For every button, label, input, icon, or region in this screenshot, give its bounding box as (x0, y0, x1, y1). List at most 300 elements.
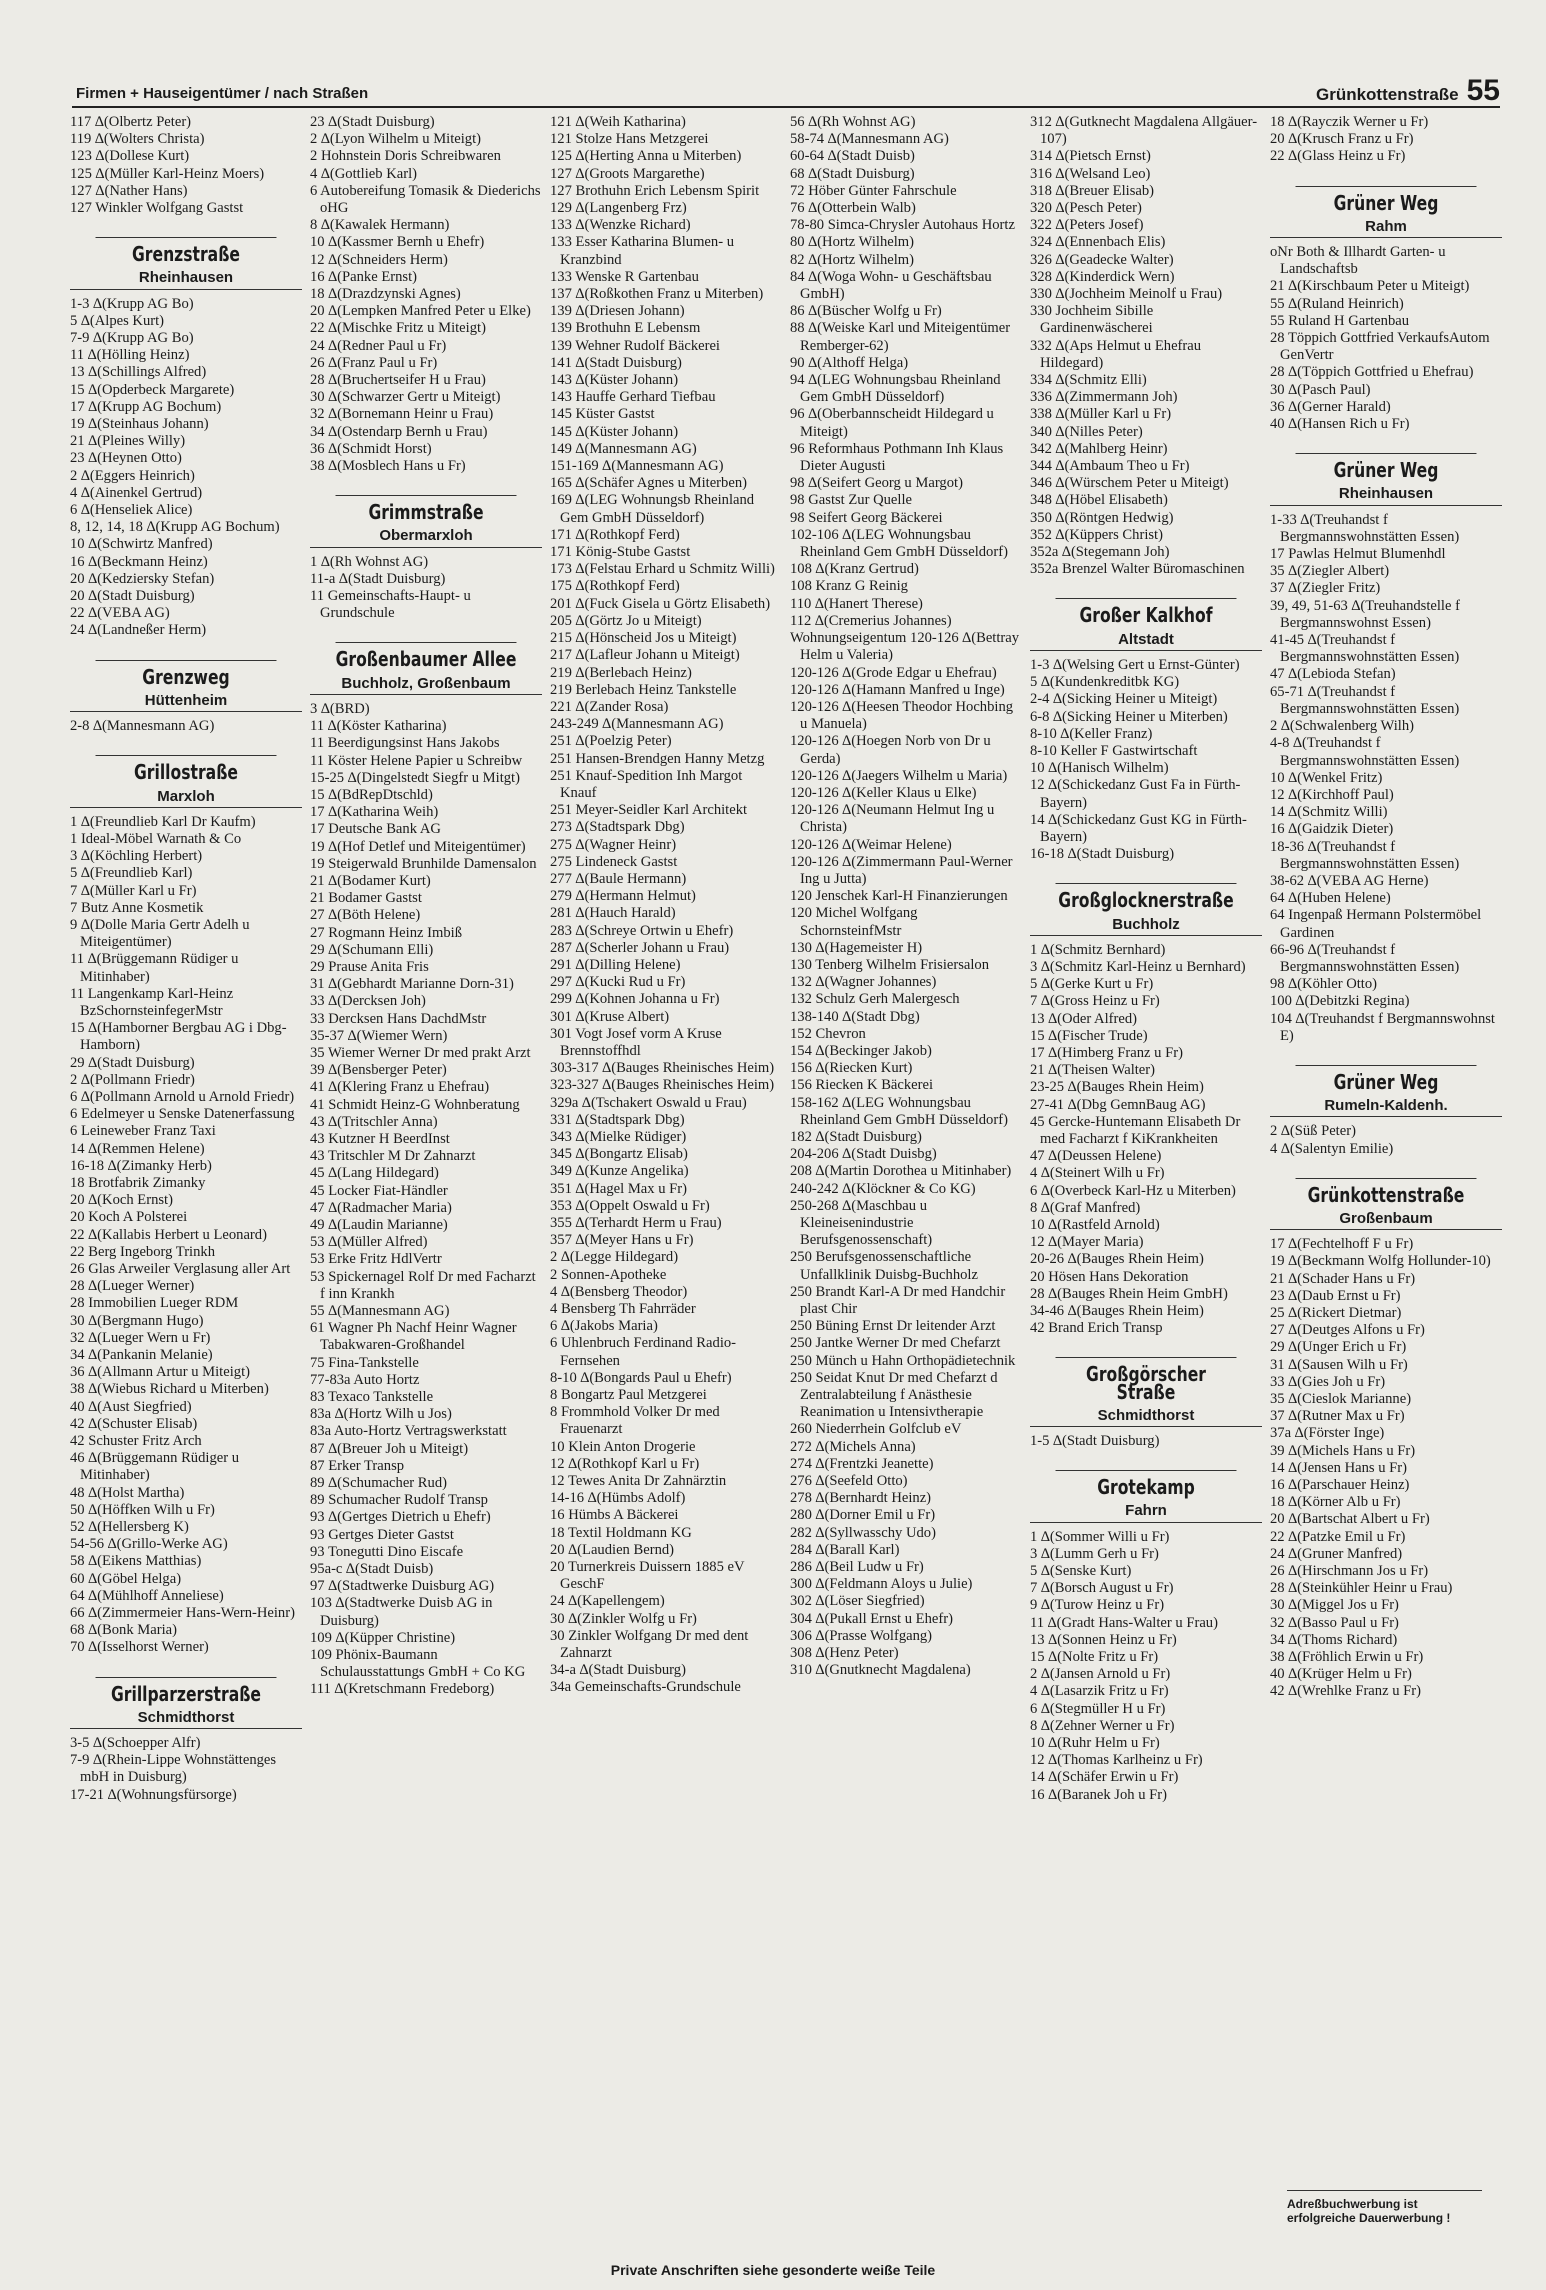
address-entry: 173 ∆(Felstau Erhard u Schmitz Willi) (550, 561, 775, 578)
address-entry: 127 Winkler Wolfgang Gastst (70, 200, 244, 217)
address-entry: 5 ∆(Freundlieb Karl) (70, 865, 193, 882)
address-entry: 121 Stolze Hans Metzgerei (550, 131, 709, 148)
address-entry: 15 ∆(Fischer Trude) (1030, 1027, 1148, 1044)
address-entry: 143 ∆(Küster Johann) (550, 372, 679, 389)
address-entry: 287 ∆(Scherler Johann u Frau) (550, 939, 730, 956)
address-entry: 58 ∆(Eikens Matthias) (70, 1553, 202, 1570)
address-entry: 279 ∆(Hermann Helmut) (550, 888, 696, 905)
address-entry: 281 ∆(Hauch Harald) (550, 905, 676, 922)
address-entry: 120-126 ∆(Heesen Theodor Hochbing u Manuela) (790, 698, 1014, 733)
address-entry: 42 Brand Erich Transp (1030, 1320, 1163, 1337)
address-entry: 215 ∆(Hönscheid Jos u Miteigt) (550, 630, 737, 647)
address-entry: 104 ∆(Treuhandst f Bergmannswohnst E) (1270, 1010, 1495, 1044)
address-entry: 20 Koch A Polsterei (70, 1209, 188, 1226)
address-entry: 3-5 ∆(Schoepper Alfr) (70, 1735, 201, 1752)
address-entry: 355 ∆(Terhardt Herm u Frau) (550, 1215, 722, 1231)
address-entry: 1 ∆(Sommer Willi u Fr) (1030, 1528, 1170, 1545)
address-entry: 250 Berufsgenossenschaftliche Unfallklinik Duisbg-Buchholz (790, 1249, 978, 1283)
header-left-title: Firmen + Hauseigentümer / nach Straßen (76, 85, 369, 102)
address-entry: 90 ∆(Althoff Helga) (790, 354, 909, 371)
address-entry: 98 ∆(Seifert Georg u Margot) (790, 475, 963, 492)
district-label: Hüttenheim (70, 692, 302, 712)
address-entry: 34 ∆(Pankanin Melanie) (70, 1347, 213, 1363)
address-entry: 120-126 ∆(Hamann Manfred u Inge) (790, 681, 1005, 698)
address-entry: 5 ∆(Kundenkreditbk KG) (1030, 674, 1180, 691)
address-entry: 15 ∆(Hamborner Bergbau AG i Dbg-Hamborn) (70, 1020, 287, 1054)
address-entry: 6 Edelmeyer u Senske Datenerfassung (70, 1106, 295, 1123)
address-entry: 22 ∆(Kallabis Herbert u Leonard) (70, 1226, 267, 1243)
address-entry: 306 ∆(Prasse Wolfgang) (790, 1627, 933, 1644)
address-entry: 120-126 ∆(Neumann Helmut Ing u Christa) (790, 802, 995, 836)
district-label: Buchholz (1030, 916, 1262, 936)
address-entry: 119 ∆(Wolters Christa) (70, 131, 205, 148)
address-entry: 108 Kranz G Reinig (790, 578, 908, 595)
address-entry: 340 ∆(Nilles Peter) (1030, 423, 1143, 440)
address-entry: 80 ∆(Hortz Wilhelm) (790, 234, 914, 251)
address-entry: 208 ∆(Martin Dorothea u Mitinhaber) (790, 1163, 1012, 1180)
address-entry: 11 Gemeinschafts-Haupt- u Grundschule (310, 588, 471, 622)
address-entry: 145 ∆(Küster Johann) (550, 423, 679, 440)
address-entry: 2-4 ∆(Sicking Heiner u Miteigt) (1030, 691, 1218, 708)
address-entry: 297 ∆(Kucki Rud u Fr) (550, 974, 686, 991)
address-entry: 23 ∆(Stadt Duisburg) (310, 114, 435, 130)
address-entry: 133 Esser Katharina Blumen- u Kranzbind (550, 234, 734, 268)
address-entry: 15-25 ∆(Dingelstedt Siegfr u Mitgt) (310, 769, 520, 786)
address-entry: 1 ∆(Rh Wohnst AG) (310, 553, 429, 570)
address-entry: 304 ∆(Pukall Ernst u Ehefr) (790, 1610, 953, 1627)
directory-columns (66, 114, 1506, 2264)
street-heading: Grünkottenstraße (1296, 1178, 1477, 1204)
address-entry: 54-56 ∆(Grillo-Werke AG) (70, 1536, 228, 1553)
address-entry: 1-5 ∆(Stadt Duisburg) (1030, 1433, 1160, 1450)
address-entry: 28 ∆(Töppich Gottfried u Ehefrau) (1270, 364, 1474, 381)
address-entry: 61 Wagner Ph Nachf Heinr Wagner Tabakwaren-Großhandel (310, 1320, 517, 1354)
address-entry: 30 ∆(Pasch Paul) (1270, 381, 1371, 398)
street-heading: Großer Kalkhof (1056, 598, 1237, 624)
address-entry: 250-268 ∆(Maschbau u Kleineisenindustrie Berufsgenossenschaft) (790, 1197, 933, 1249)
address-entry: 10 ∆(Ruhr Helm u Fr) (1030, 1735, 1160, 1752)
address-entry: 103 ∆(Stadtwerke Duisb AG in Duisburg) (310, 1595, 493, 1629)
address-entry: 40 ∆(Krüger Helm u Fr) (1270, 1666, 1412, 1683)
district-label: Buchholz, Großenbaum (310, 675, 542, 695)
address-entry: 357 ∆(Meyer Hans u Fr) (550, 1232, 694, 1249)
address-entry: 16 ∆(Baranek Joh u Fr) (1030, 1786, 1168, 1803)
address-entry: 83 Texaco Tankstelle (310, 1389, 434, 1406)
address-entry: 30 ∆(Zinkler Wolfg u Fr) (550, 1610, 697, 1627)
address-entry: 35 Wiemer Werner Dr med prakt Arzt (310, 1044, 531, 1061)
address-entry: 97 ∆(Stadtwerke Duisburg AG) (310, 1578, 495, 1595)
address-entry: 18 ∆(Körner Alb u Fr) (1270, 1494, 1401, 1511)
address-entry: 156 Riecken K Bäckerei (790, 1077, 934, 1094)
address-entry: 250 Büning Ernst Dr leitender Arzt (790, 1318, 996, 1335)
address-entry: 16-18 ∆(Stadt Duisburg) (1030, 846, 1175, 863)
address-entry: 47 ∆(Lebioda Stefan) (1270, 666, 1396, 683)
address-entry: 111 ∆(Kretschmann Fredeborg) (310, 1681, 495, 1698)
address-entry: 98 Seifert Georg Bäckerei (790, 509, 943, 526)
column-3 (546, 114, 786, 2264)
address-entry: 33 ∆(Gies Joh u Fr) (1270, 1373, 1386, 1390)
address-entry: 32 ∆(Lueger Wern u Fr) (70, 1329, 211, 1346)
address-entry: 6 ∆(Overbeck Karl-Hz u Miterben) (1030, 1182, 1236, 1199)
address-entry: 130 Tenberg Wilhelm Frisiersalon (790, 956, 990, 973)
address-entry: 17 ∆(Katharina Weih) (310, 804, 439, 821)
address-entry: 109 ∆(Küpper Christine) (310, 1629, 456, 1646)
address-entry: 5 ∆(Senske Kurt) (1030, 1563, 1132, 1580)
address-entry: 3 ∆(BRD) (310, 700, 370, 717)
page-header (72, 66, 1500, 108)
address-entry: 344 ∆(Ambaum Theo u Fr) (1030, 458, 1190, 475)
column-5 (1026, 114, 1266, 2264)
address-entry: 280 ∆(Dorner Emil u Fr) (790, 1507, 936, 1524)
address-entry: 65-71 ∆(Treuhandst f Bergmannswohnstätten Essen) (1270, 683, 1460, 717)
address-entry: 138-140 ∆(Stadt Dbg) (790, 1008, 920, 1025)
address-entry: 151-169 ∆(Mannesmann AG) (550, 458, 724, 475)
address-entry: 58-74 ∆(Mannesmann AG) (790, 131, 949, 148)
address-entry: 45 ∆(Lang Hildegard) (310, 1165, 439, 1182)
address-entry: 346 ∆(Würschem Peter u Miteigt) (1030, 475, 1229, 492)
address-entry: 14 ∆(Schickedanz Gust KG in Fürth-Bayern) (1030, 811, 1247, 845)
address-entry: 45 Gercke-Huntemann Elisabeth Dr med Facharzt f KiKrankheiten (1030, 1113, 1241, 1147)
address-entry: 120-126 ∆(Keller Klaus u Elke) (790, 784, 977, 801)
address-entry: 41-45 ∆(Treuhandst f Bergmannswohnstätten Essen) (1270, 632, 1460, 666)
address-entry: 70 ∆(Isselhorst Werner) (70, 1639, 209, 1656)
address-entry: 8 ∆(Kawalek Hermann) (310, 217, 450, 234)
address-entry: 8 Frommhold Volker Dr med Frauenarzt (550, 1404, 720, 1438)
address-entry: 240-242 ∆(Klöckner & Co KG) (790, 1180, 976, 1197)
address-entry: 284 ∆(Barall Karl) (790, 1541, 900, 1558)
address-entry: 11 Köster Helene Papier u Schreibw (310, 752, 523, 769)
address-entry: 1-3 ∆(Welsing Gert u Ernst-Günter) (1030, 656, 1240, 673)
address-entry: 20 ∆(Krusch Franz u Fr) (1270, 131, 1414, 148)
address-entry: 36 ∆(Allmann Artur u Miteigt) (70, 1364, 250, 1381)
street-heading: Grillparzerstraße (96, 1677, 277, 1703)
address-entry: 94 ∆(LEG Wohnungsbau Rheinland Gem GmbH Düsseldorf) (790, 372, 1001, 406)
column-2 (306, 114, 546, 2264)
address-entry: 7 Butz Anne Kosmetik (70, 899, 204, 916)
district-label: Fahrn (1030, 1502, 1262, 1522)
address-entry: 6 Leineweber Franz Taxi (70, 1123, 216, 1140)
address-entry: 342 ∆(Mahlberg Heinr) (1030, 440, 1168, 457)
address-entry: 11-a ∆(Stadt Duisburg) (310, 570, 446, 587)
address-entry: 149 ∆(Mannesmann AG) (550, 440, 697, 457)
address-entry: 350 ∆(Röntgen Hedwig) (1030, 509, 1174, 526)
address-entry: 278 ∆(Bernhardt Heinz) (790, 1490, 932, 1507)
address-entry: 35 ∆(Ziegler Albert) (1270, 563, 1390, 580)
address-entry: 53 Erke Fritz HdlVertr (310, 1251, 442, 1268)
address-entry: 6 Autobereifung Tomasik & Diederichs oHG (310, 182, 541, 217)
address-entry: 12 ∆(Schneiders Herm) (310, 251, 448, 268)
address-entry: 50 ∆(Höffken Wilh u Fr) (70, 1501, 215, 1518)
address-entry: 38 ∆(Wiebus Richard u Miterben) (70, 1381, 269, 1398)
address-entry: 11 ∆(Gradt Hans-Walter u Frau) (1030, 1614, 1218, 1631)
address-entry: 4 ∆(Lasarzik Fritz u Fr) (1030, 1683, 1169, 1700)
address-entry: 60 ∆(Göbel Helga) (70, 1570, 182, 1587)
address-entry: 139 Wehner Rudolf Bäckerei (550, 337, 720, 354)
address-entry: 16-18 ∆(Zimanky Herb) (70, 1157, 212, 1174)
address-entry: 68 ∆(Stadt Duisburg) (790, 165, 915, 182)
address-entry: 21 ∆(Bodamer Kurt) (310, 872, 431, 889)
street-heading: Grüner Weg (1296, 186, 1477, 212)
address-entry: 345 ∆(Bongartz Elisab) (550, 1146, 688, 1163)
address-entry: 49 ∆(Laudin Marianne) (310, 1216, 448, 1233)
address-entry: 171 König-Stube Gastst (550, 544, 691, 561)
address-entry: 12 ∆(Schickedanz Gust Fa in Fürth-Bayern) (1030, 777, 1241, 811)
address-entry: 18 ∆(Drazdzynski Agnes) (310, 286, 461, 303)
address-entry: 7 ∆(Müller Karl u Fr) (70, 882, 197, 899)
address-entry: 40 ∆(Aust Siegfried) (70, 1398, 192, 1415)
address-entry: 127 ∆(Groots Margarethe) (550, 165, 705, 182)
address-entry: 10 ∆(Schwirtz Manfred) (70, 536, 213, 553)
address-entry: 18 Textil Holdmann KG (550, 1524, 692, 1541)
address-entry: 320 ∆(Pesch Peter) (1030, 200, 1142, 217)
address-entry: 36 ∆(Gerner Harald) (1270, 398, 1391, 415)
address-entry: 8-10 Keller F Gastwirtschaft (1030, 742, 1198, 759)
address-entry: 30 Zinkler Wolfgang Dr med dent Zahnarzt (550, 1627, 749, 1662)
address-entry: 96 Reformhaus Pothmann Inh Klaus Dieter Augusti (790, 440, 1004, 475)
address-entry: 43 Tritschler M Dr Zahnarzt (310, 1148, 476, 1165)
address-entry: Wohnungseigentum 120-126 ∆(Bettray Helm u Valeria) (790, 630, 1020, 664)
address-entry: 8 ∆(Graf Manfred) (1030, 1199, 1141, 1216)
address-entry: 8 Bongartz Paul Metzgerei (550, 1387, 707, 1404)
address-entry: 120 Jenschek Karl-H Finanzierungen (790, 888, 1008, 905)
column-4 (786, 114, 1026, 2264)
address-entry: 219 ∆(Berlebach Heinz) (550, 664, 692, 681)
address-entry: 1 Ideal-Möbel Warnath & Co (70, 830, 242, 847)
address-entry: 204-206 ∆(Stadt Duisbg) (790, 1146, 937, 1163)
address-entry: 27 Rogmann Heinz Imbiß (310, 924, 462, 941)
address-entry: 20-26 ∆(Bauges Rhein Heim) (1030, 1251, 1204, 1268)
address-entry: 10 ∆(Wenkel Fritz) (1270, 769, 1383, 786)
address-entry: 205 ∆(Görtz Jo u Miteigt) (550, 612, 702, 629)
address-entry: 8-10 ∆(Bongards Paul u Ehefr) (550, 1369, 732, 1386)
street-heading: Großgörscher Straße (1056, 1357, 1237, 1400)
address-entry: 37 ∆(Rutner Max u Fr) (1270, 1408, 1405, 1425)
address-entry: 17 ∆(Himberg Franz u Fr) (1030, 1044, 1183, 1061)
address-entry: 53 Spickernagel Rolf Dr med Facharzt f inn Krankh (310, 1268, 536, 1302)
address-entry: 35 ∆(Cieslok Marianne) (1270, 1391, 1412, 1407)
header-street: Grünkottenstraße (1315, 85, 1459, 104)
address-entry: 171 ∆(Rothkopf Ferd) (550, 526, 680, 543)
address-entry: 14 ∆(Schäfer Erwin u Fr) (1030, 1769, 1179, 1786)
address-entry: 83a Auto-Hortz Vertragswerkstatt (310, 1423, 507, 1440)
address-entry: 22 ∆(Mischke Fritz u Miteigt) (310, 320, 486, 337)
address-entry: 217 ∆(Lafleur Johann u Miteigt) (550, 647, 740, 664)
address-entry: 221 ∆(Zander Rosa) (550, 698, 669, 715)
address-entry: 24 ∆(Kapellengem) (550, 1593, 665, 1610)
address-entry: 42 ∆(Wrehlke Franz u Fr) (1270, 1683, 1421, 1700)
address-entry: 18-36 ∆(Treuhandst f Bergmannswohnstätten Essen) (1270, 838, 1460, 872)
address-entry: 41 Schmidt Heinz-G Wohnberatung (310, 1096, 520, 1113)
address-entry: 110 ∆(Hanert Therese) (790, 595, 923, 612)
header-right (1316, 76, 1500, 106)
address-entry: 137 ∆(Roßkothen Franz u Miterben) (550, 286, 764, 303)
address-entry: 2 ∆(Legge Hildegard) (550, 1249, 679, 1266)
address-entry: 299 ∆(Kohnen Johanna u Fr) (550, 991, 720, 1008)
address-entry: 250 Jantke Werner Dr med Chefarzt (790, 1335, 1001, 1352)
address-entry: 37a ∆(Förster Inge) (1270, 1425, 1385, 1442)
address-entry: 316 ∆(Welsand Leo) (1030, 165, 1151, 182)
address-entry: 303-317 ∆(Bauges Rheinisches Heim) (550, 1060, 775, 1077)
address-entry: 4 ∆(Steinert Wilh u Fr) (1030, 1165, 1165, 1182)
address-entry: 2 ∆(Lyon Wilhelm u Miteigt) (310, 131, 482, 148)
address-entry: 28 ∆(Bruchertseifer H u Frau) (310, 372, 486, 389)
district-label: Obermarxloh (310, 527, 542, 547)
address-entry: 15 ∆(BdRepDtschld) (310, 786, 433, 803)
address-entry: 93 Tonegutti Dino Eiscafe (310, 1543, 464, 1560)
address-entry: 120-126 ∆(Grode Edgar u Ehefrau) (790, 664, 997, 681)
address-entry: 314 ∆(Pietsch Ernst) (1030, 148, 1151, 165)
column-1 (66, 114, 306, 2264)
address-entry: 34 ∆(Ostendarp Bernh u Frau) (310, 423, 488, 440)
address-entry: 20 ∆(Koch Ernst) (70, 1192, 173, 1209)
address-entry: 27-41 ∆(Dbg GemnBaug AG) (1030, 1096, 1206, 1113)
address-entry: 324 ∆(Ennenbach Elis) (1030, 234, 1166, 251)
address-entry: 6-8 ∆(Sicking Heiner u Miterben) (1030, 708, 1228, 725)
address-entry: 3 ∆(Lumm Gerh u Fr) (1030, 1545, 1159, 1562)
address-entry: 19 ∆(Hof Detlef und Miteigentümer) (310, 838, 526, 855)
address-entry: 10 ∆(Kassmer Bernh u Ehefr) (310, 234, 485, 251)
address-entry: 17-21 ∆(Wohnungsfürsorge) (70, 1786, 237, 1803)
address-entry: 14-16 ∆(Hümbs Adolf) (550, 1490, 686, 1507)
address-entry: 330 Jochheim Sibille Gardinenwäscherei (1030, 303, 1154, 337)
address-entry: 352 ∆(Küppers Christ) (1030, 526, 1163, 543)
address-entry: 2 ∆(Süß Peter) (1270, 1123, 1356, 1140)
address-entry: 21 Bodamer Gastst (310, 890, 422, 907)
page-footer: Private Anschriften siehe gesonderte weiße Teile (610, 2262, 936, 2278)
address-entry: 55 ∆(Mannesmann AG) (310, 1303, 450, 1319)
address-entry: 24 ∆(Redner Paul u Fr) (310, 337, 447, 354)
address-entry: 16 ∆(Beckmann Heinz) (70, 553, 208, 570)
address-entry: 24 ∆(Gruner Manfred) (1270, 1545, 1403, 1562)
address-entry: 45 Locker Fiat-Händler (310, 1182, 448, 1199)
address-entry: 353 ∆(Oppelt Oswald u Fr) (550, 1197, 710, 1214)
address-entry: 120-126 ∆(Jaegers Wilhelm u Maria) (790, 767, 1008, 784)
district-label: Schmidthorst (1030, 1407, 1262, 1427)
address-entry: 330 ∆(Jochheim Meinolf u Frau) (1030, 286, 1223, 303)
address-entry: 10 ∆(Hanisch Wilhelm) (1030, 760, 1169, 777)
address-entry: 27 ∆(Deutges Alfons u Fr) (1270, 1322, 1425, 1339)
address-entry: 22 Berg Ingeborg Trinkh (70, 1243, 216, 1260)
address-entry: 16 ∆(Parschauer Heinz) (1270, 1477, 1410, 1494)
address-entry: 11 Beerdigungsinst Hans Jakobs (310, 735, 500, 752)
address-entry: 129 ∆(Langenberg Frz) (550, 200, 687, 217)
address-entry: 143 Hauffe Gerhard Tiefbau (550, 389, 716, 406)
address-entry: 56 ∆(Rh Wohnst AG) (790, 114, 916, 130)
address-entry: 20 ∆(Kedziersky Stefan) (70, 570, 215, 587)
district-label: Großenbaum (1270, 1210, 1502, 1230)
address-entry: 37 ∆(Ziegler Fritz) (1270, 580, 1381, 597)
address-entry: 272 ∆(Michels Anna) (790, 1438, 916, 1455)
address-entry: 87 ∆(Breuer Joh u Miteigt) (310, 1440, 469, 1457)
address-entry: 21 ∆(Pleines Willy) (70, 433, 186, 450)
address-entry: 11 ∆(Hölling Heinz) (70, 347, 190, 364)
address-entry: 16 ∆(Panke Ernst) (310, 268, 418, 285)
address-entry: 1 ∆(Freundlieb Karl Dr Kaufm) (70, 813, 256, 830)
address-entry: 47 ∆(Radmacher Maria) (310, 1199, 452, 1216)
address-entry: 75 Fina-Tankstelle (310, 1354, 419, 1371)
address-entry: 95a-c ∆(Stadt Duisb) (310, 1561, 434, 1578)
address-entry: 20 ∆(Lempken Manfred Peter u Elke) (310, 303, 531, 320)
address-entry: 251 ∆(Poelzig Peter) (550, 733, 672, 750)
address-entry: 283 ∆(Schreye Ortwin u Ehefr) (550, 922, 734, 939)
address-entry: 2 Sonnen-Apotheke (550, 1266, 667, 1283)
address-entry: 64 Ingenpaß Hermann Polstermöbel Gardinen (1270, 907, 1482, 941)
address-entry: 175 ∆(Rothkopf Ferd) (550, 578, 680, 595)
address-entry: 7-9 ∆(Krupp AG Bo) (70, 330, 194, 347)
address-entry: 24 ∆(Landneßer Herm) (70, 622, 207, 639)
address-entry: 260 Niederrhein Golfclub eV (790, 1421, 962, 1438)
address-entry: 36 ∆(Schmidt Horst) (310, 440, 432, 457)
address-entry: 20 ∆(Laudien Bernd) (550, 1541, 675, 1558)
address-entry: 133 ∆(Wenzke Richard) (550, 217, 691, 234)
address-entry: 6 ∆(Stegmüller H u Fr) (1030, 1700, 1166, 1717)
address-entry: 76 ∆(Otterbein Walb) (790, 200, 916, 217)
address-entry: 39 ∆(Bensberger Peter) (310, 1062, 447, 1079)
address-entry: 26 Glas Arweiler Verglasung aller Art (70, 1260, 291, 1277)
address-entry: 120-126 ∆(Hoegen Norb von Dr u Gerda) (790, 733, 991, 767)
address-entry: 286 ∆(Beil Ludw u Fr) (790, 1559, 924, 1576)
address-entry: 8-10 ∆(Keller Franz) (1030, 725, 1153, 742)
address-entry: 22 ∆(Patzke Emil u Fr) (1270, 1528, 1406, 1545)
column-6 (1266, 114, 1506, 2264)
address-entry: 29 ∆(Schumann Elli) (310, 941, 434, 958)
address-entry: 32 ∆(Basso Paul u Fr) (1270, 1614, 1399, 1631)
address-entry: 86 ∆(Büscher Wolfg u Fr) (790, 303, 942, 320)
address-entry: 308 ∆(Henz Peter) (790, 1645, 899, 1662)
address-entry: 93 Gertges Dieter Gastst (310, 1526, 454, 1543)
address-entry: 169 ∆(LEG Wohnungsb Rheinland Gem GmbH Düsseldorf) (550, 492, 755, 526)
address-entry: 17 ∆(Krupp AG Bochum) (70, 398, 222, 415)
address-entry: 8 ∆(Zehner Werner u Fr) (1030, 1717, 1175, 1734)
address-entry: 72 Höber Günter Fahrschule (790, 182, 957, 199)
address-entry: 273 ∆(Stadtspark Dbg) (550, 819, 685, 836)
address-entry: 251 Hansen-Brendgen Hanny Metzg (550, 750, 765, 767)
address-entry: 250 Münch u Hahn Orthopädietechnik (790, 1352, 1016, 1369)
address-entry: 19 ∆(Beckmann Wolfg Hollunder-10) (1270, 1253, 1491, 1270)
address-entry: 88 ∆(Weiske Karl und Miteigentümer Remberger-62) (790, 320, 1011, 354)
street-heading: Großglocknerstraße (1056, 883, 1237, 909)
address-entry: 20 Hösen Hans Dekoration (1030, 1268, 1189, 1285)
address-entry: 219 Berlebach Heinz Tankstelle (550, 681, 737, 698)
address-entry: 11 ∆(Köster Katharina) (310, 718, 447, 735)
address-entry: 15 ∆(Opderbeck Margarete) (70, 381, 235, 398)
address-entry: 41 ∆(Klering Franz u Ehefrau) (310, 1079, 490, 1096)
address-entry: 20 Turnerkreis Duissern 1885 eV GeschF (550, 1559, 745, 1593)
address-entry: 2-8 ∆(Mannesmann AG) (70, 718, 215, 735)
address-entry: 329a ∆(Tschakert Oswald u Frau) (550, 1094, 747, 1111)
address-entry: 336 ∆(Zimmermann Joh) (1030, 389, 1178, 406)
address-entry: 39 ∆(Michels Hans u Fr) (1270, 1442, 1416, 1459)
address-entry: 328 ∆(Kinderdick Wern) (1030, 268, 1175, 285)
address-entry: 98 ∆(Köhler Otto) (1270, 976, 1378, 993)
address-entry: 84 ∆(Woga Wohn- u Geschäftsbau GmbH) (790, 268, 992, 303)
address-entry: 154 ∆(Beckinger Jakob) (790, 1042, 932, 1059)
address-entry: 87 Erker Transp (310, 1457, 405, 1474)
address-entry: 16 ∆(Gaidzik Dieter) (1270, 821, 1394, 838)
address-entry: 55 ∆(Ruland Heinrich) (1270, 295, 1404, 312)
address-entry: 120-126 ∆(Zimmermann Paul-Werner Ing u Jutta) (790, 853, 1013, 887)
address-entry: 156 ∆(Riecken Kurt) (790, 1060, 913, 1077)
address-entry: 12 ∆(Rothkopf Karl u Fr) (550, 1455, 700, 1472)
address-entry: 127 Brothuhn Erich Lebensm Spirit (550, 182, 760, 199)
street-heading: Grüner Weg (1296, 453, 1477, 479)
address-entry: 125 ∆(Müller Karl-Heinz Moers) (70, 165, 265, 182)
address-entry: oNr Both & Illhardt Garten- u Landschaftsb (1270, 244, 1446, 278)
address-entry: 243-249 ∆(Mannesmann AG) (550, 716, 724, 733)
address-entry: 15 ∆(Nolte Fritz u Fr) (1030, 1649, 1159, 1666)
address-entry: 1-33 ∆(Treuhandst f Bergmannswohnstätten Essen) (1270, 511, 1460, 545)
district-label: Rahm (1270, 218, 1502, 238)
